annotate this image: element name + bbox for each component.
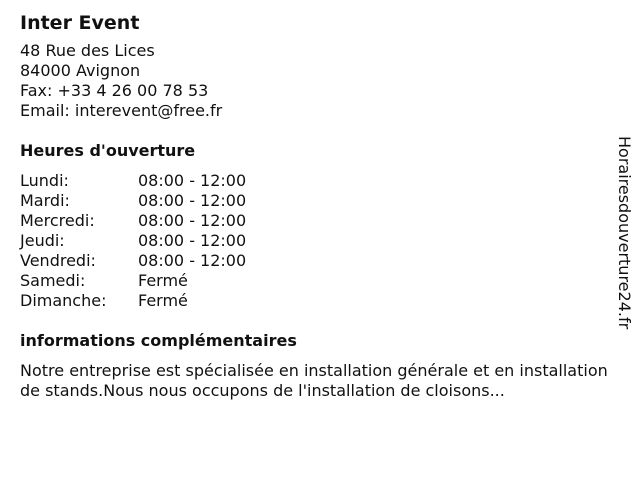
hours-table [20, 171, 610, 311]
hours-time: 08:00 - 12:00 [138, 251, 247, 270]
site-watermark: Horairesdouverture24.fr [615, 136, 634, 330]
hours-time: Fermé [138, 271, 188, 290]
hours-time: 08:00 - 12:00 [138, 171, 247, 190]
info-heading: informations complémentaires [20, 331, 297, 350]
hours-day: Mardi: [20, 191, 70, 210]
hours-time: 08:00 - 12:00 [138, 231, 247, 250]
hours-day: Jeudi: [20, 231, 65, 250]
hours-heading: Heures d'ouverture [20, 141, 196, 160]
hours-day: Vendredi: [20, 251, 96, 270]
hours-time: 08:00 - 12:00 [138, 211, 247, 230]
hours-row-tuesday [20, 191, 610, 211]
address-city: 84000 Avignon [20, 61, 141, 80]
fax-number: Fax: +33 4 26 00 78 53 [20, 81, 209, 100]
hours-row-thursday [20, 231, 610, 251]
hours-row-friday [20, 251, 610, 271]
email-address: Email: interevent@free.fr [20, 101, 223, 120]
hours-time: Fermé [138, 291, 188, 310]
hours-day: Lundi: [20, 171, 69, 190]
hours-day: Mercredi: [20, 211, 95, 230]
hours-row-monday [20, 171, 610, 191]
hours-day: Samedi: [20, 271, 86, 290]
hours-day: Dimanche: [20, 291, 107, 310]
hours-row-wednesday [20, 211, 610, 231]
hours-row-sunday [20, 291, 610, 311]
contact-block [20, 41, 610, 121]
business-name: Inter Event [20, 12, 140, 34]
hours-time: 08:00 - 12:00 [138, 191, 247, 210]
business-card [20, 9, 610, 401]
hours-row-saturday [20, 271, 610, 291]
business-description: Notre entreprise est spécialisée en installation générale et en installation de stands.Nous nous occupons de l'installation de cloisons... [20, 361, 608, 400]
address-street: 48 Rue des Lices [20, 41, 155, 60]
